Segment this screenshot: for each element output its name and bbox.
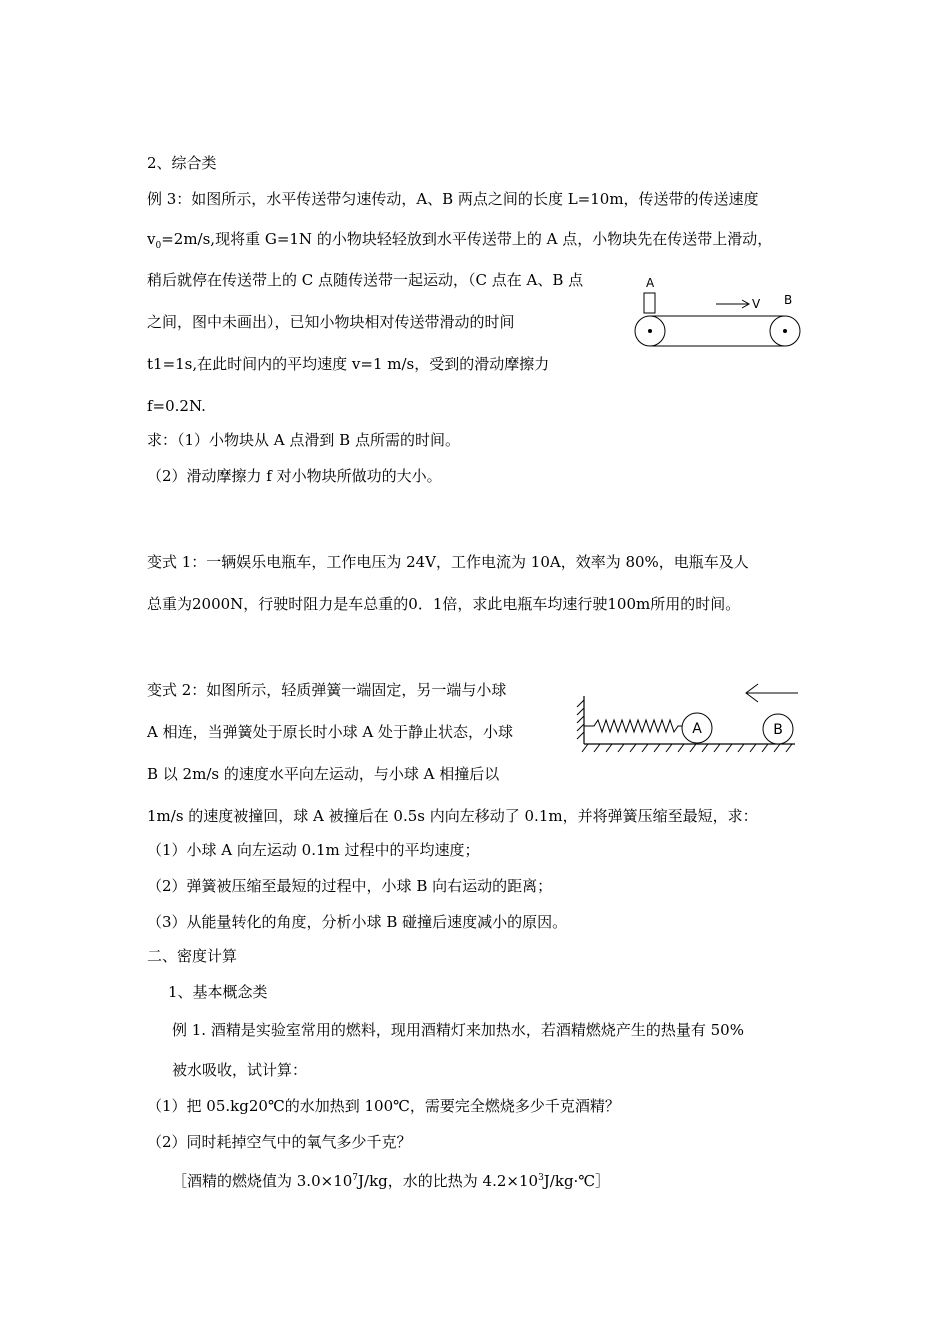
example3-ask: 求：（1）小物块从 A 点滑到 B 点所需的时间。 xyxy=(147,431,460,449)
block xyxy=(644,293,655,313)
ball-a-label: A xyxy=(692,721,702,737)
example3-line3: 稍后就停在传送带上的 C 点随传送带一起运动，（C 点在 A、B 点 xyxy=(147,271,584,289)
spring-balls-figure xyxy=(570,678,805,758)
label-v: V xyxy=(752,297,761,311)
variant2-line1: 变式 2：如图所示，轻质弹簧一端固定，另一端与小球 xyxy=(147,681,507,699)
variant2-question2: （2）弹簧被压缩至最短的过程中，小球 B 向右运动的距离； xyxy=(147,877,553,895)
example3-question2: （2）滑动摩擦力 f 对小物块所做功的大小。 xyxy=(147,467,442,485)
example3-line6: f=0.2N. xyxy=(147,397,206,415)
conveyor-belt-figure xyxy=(630,270,810,355)
variant2-question3: （3）从能量转化的角度，分析小球 B 碰撞后速度减小的原因。 xyxy=(147,913,568,931)
example3-line5: t1=1s,在此时间内的平均速度 v=1 m/s，受到的滑动摩擦力 xyxy=(147,355,550,373)
label-a: A xyxy=(646,276,655,290)
example3-line2: $v_0=2m/s$,现将重 G=1N 的小物块轻轻放到水平传送带上的 A 点，小物块先在传送带上滑动， xyxy=(147,230,773,251)
variant2-line3: B 以 2m/s 的速度水平向左运动，与小球 A 相撞后以 xyxy=(147,765,500,783)
label-b: B xyxy=(784,293,793,307)
spring xyxy=(584,720,682,732)
variant2-line2: A 相连，当弹簧处于原长时小球 A 处于静止状态，小球 xyxy=(147,723,513,741)
density-subheading: 1、基本概念类 xyxy=(168,983,268,1001)
variant2-line4: 1m/s 的速度被撞回，球 A 被撞后在 0.5s 内向左移动了 0.1m，并将弹簧压缩至最短，求： xyxy=(147,807,758,825)
example1-question2: （2）同时耗掉空气中的氧气多少千克？ xyxy=(147,1133,412,1151)
variant1-line2: 总重为2000N，行驶时阻力是车总重的0．1倍，求此电瓶车均速行驶100m所用的时间。 xyxy=(147,595,741,613)
variant2-question1: （1）小球 A 向左运动 0.1m 过程中的平均速度； xyxy=(147,841,480,859)
section-heading: 2、综合类 xyxy=(147,154,217,172)
example1-note: ［酒精的燃烧值为 $3.0\times 10^7J/kg$，水的比热为 $4.2\times 10^3J/kg\cdot℃]$ xyxy=(172,1172,611,1190)
example3-line4: 之间，图中未画出），已知小物块相对传送带滑动的时间 xyxy=(147,313,515,331)
variant1-line1: 变式 1：一辆娱乐电瓶车，工作电压为 24V，工作电流为 10A，效率为 80%，电瓶车及人 xyxy=(147,553,749,571)
density-heading: 二、密度计算 xyxy=(147,947,238,965)
example3-line1: 例 3：如图所示，水平传送带匀速传动，A、B 两点之间的长度 L=10m，传送带的传送速度 xyxy=(147,190,759,208)
example1-line1: 例 1. 酒精是实验室常用的燃料，现用酒精灯来加热水，若酒精燃烧产生的热量有 50% xyxy=(172,1021,744,1039)
ball-b-label: B xyxy=(773,722,783,738)
example1-line2: 被水吸收，试计算： xyxy=(172,1061,308,1079)
example1-question1: （1）把 05.kg20℃的水加热到 100℃，需要完全燃烧多少千克酒精？ xyxy=(147,1097,620,1115)
